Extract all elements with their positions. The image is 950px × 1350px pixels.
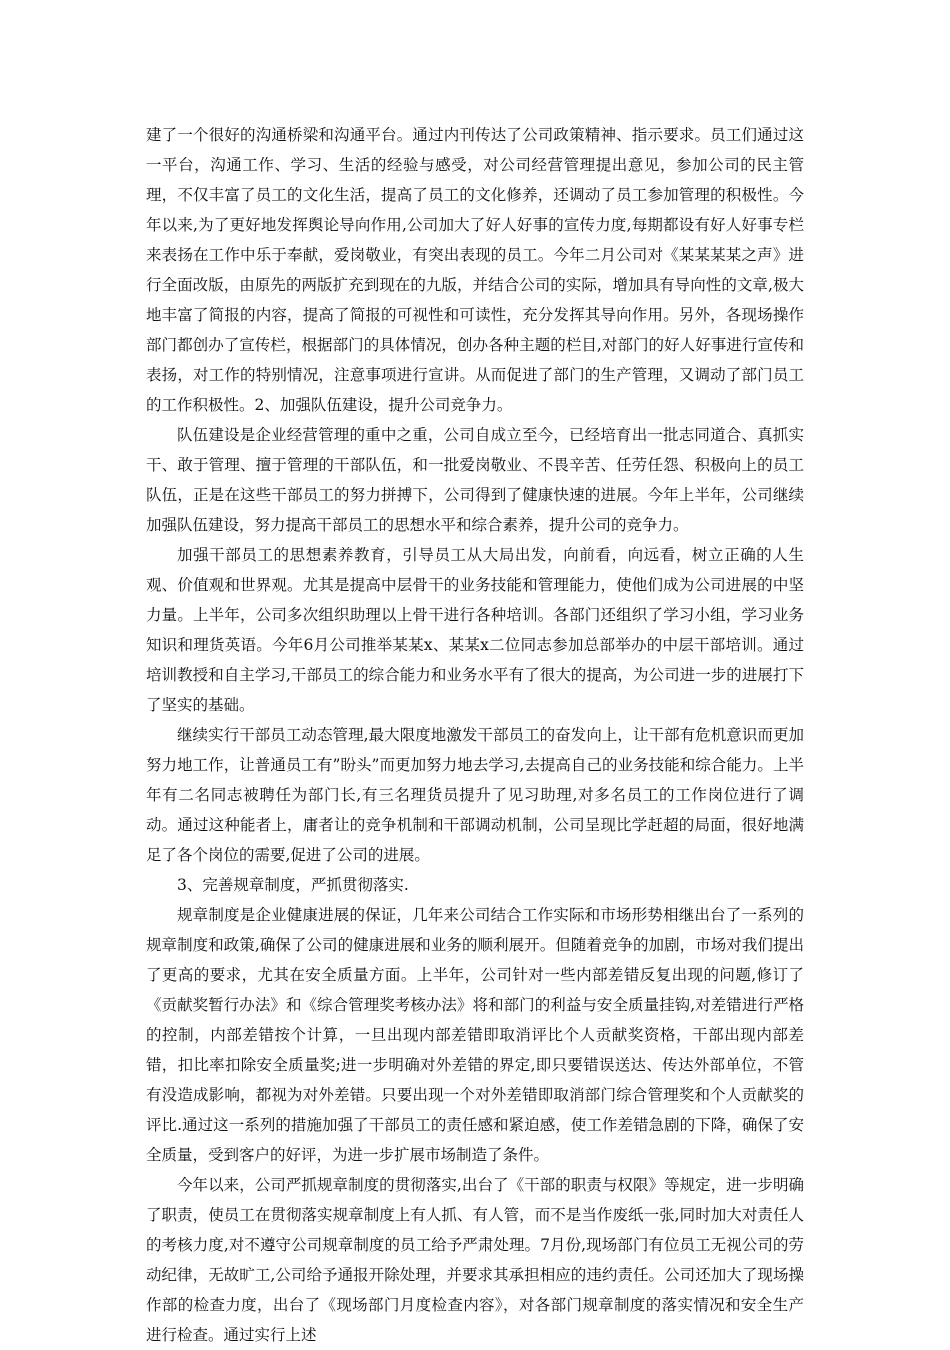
- body-paragraph: 继续实行干部员工动态管理,最大限度地激发干部员工的奋发向上，让干部有危机意识而更加努力地工作，让普通员工有”盼头”而更加努力地去学习,去提高自己的业务技能和综合能力。上半年有二名同志被聘任为部门长,有三名理货员提升了见习助理,对多名员工的工作岗位进行了调动。通过这种能者上，庸者让的竞争机制和干部调动机制，公司呈现比学赶超的局面，很好地满足了各个岗位的需要,促进了公司的进展。: [146, 726, 804, 864]
- body-paragraph: 队伍建设是企业经营管理的重中之重，公司自成立至今，已经培育出一批志同道合、真抓实干、敢于管理、擅于管理的干部队伍，和一批爱岗敬业、不畏辛苦、任劳任怨、积极向上的员工队伍，正是在这些干部员工的努力拼搏下，公司得到了健康快速的进展。今年上半年，公司继续加强队伍建设，努力提高干部员工的思想水平和综合素养，提升公司的竞争力。: [146, 426, 804, 534]
- body-paragraph: 规章制度是企业健康进展的保证，几年来公司结合工作实际和市场形势相继出台了一系列的规章制度和政策,确保了公司的健康进展和业务的顺利展开。但随着竞争的加剧，市场对我们提出了更高的要求，尤其在安全质量方面。上半年，公司针对一些内部差错反复出现的问题,修订了《贡献奖暂行办法》和《综合管理奖考核办法》将和部门的利益与安全质量挂钩,对差错进行严格的控制，内部差错按个计算，一旦出现内部差错即取消评比个人贡献奖资格，干部出现内部差错，扣比率扣除安全质量奖;进一步明确对外差错的界定,即只要错误送达、传达外部单位，不管有没造成影响，都视为对外差错。只要出现一个对外差错即取消部门综合管理奖和个人贡献奖的评比.通过这一系列的措施加强了干部员工的责任感和紧迫感，使工作差错急剧的下降，确保了安全质量，受到客户的好评，为进一步扩展市场制造了条件。: [146, 906, 804, 1164]
- section-heading: 3、完善规章制度，严抓贯彻落实.: [177, 876, 409, 894]
- document-body: [146, 120, 804, 1350]
- body-paragraph: 今年以来，公司严抓规章制度的贯彻落实,出台了《干部的职责与权限》等规定，进一步明确了职责，使员工在贯彻落实规章制度上有人抓、有人管，而不是当作废纸一张,同时加大对责任人的考核力度,对不遵守公司规章制度的员工给予严肃处理。7月份,现场部门有位员工无视公司的劳动纪律，无故旷工,公司给予通报开除处理，并要求其承担相应的违约责任。公司还加大了现场操作部的检查力度，出台了《现场部门月度检查内容》，对各部门规章制度的落实情况和安全生产进行检查。通过实行上述: [146, 1176, 804, 1344]
- body-paragraph: 建了一个很好的沟通桥梁和沟通平台。通过内刊传达了公司政策精神、指示要求。员工们通过这一平台，沟通工作、学习、生活的经验与感受，对公司经营管理提出意见，参加公司的民主管理，不仅丰富了员工的文化生活，提高了员工的文化修养，还调动了员工参加管理的积极性。今年以来,为了更好地发挥舆论导向作用,公司加大了好人好事的宣传力度,每期都设有好人好事专栏来表扬在工作中乐于奉献，爱岗敬业，有突出表现的员工。今年二月公司对《某某某某之声》进行全面改版，由原先的两版扩充到现在的九版，并结合公司的实际，增加具有导向性的文章,极大地丰富了简报的内容，提高了简报的可视性和可读性，充分发挥其导向作用。另外，各现场操作部门都创办了宣传栏，根据部门的具体情况，创办各种主题的栏目,对部门的好人好事进行宣传和表扬，对工作的特别情况，注意事项进行宣讲。从而促进了部门的生产管理，又调动了部门员工的工作积极性。2、加强队伍建设，提升公司竞争力。: [146, 126, 804, 414]
- body-paragraph: 加强干部员工的思想素养教育，引导员工从大局出发，向前看，向远看，树立正确的人生观、价值观和世界观。尤其是提高中层骨干的业务技能和管理能力，使他们成为公司进展的中坚力量。上半年，公司多次组织助理以上骨干进行各种培训。各部门还组织了学习小组，学习业务知识和理货英语。今年6月公司推举某某x、某某x二位同志参加总部举办的中层干部培训。通过培训教授和自主学习,干部员工的综合能力和业务水平有了很大的提高，为公司进一步的进展打下了坚实的基础。: [146, 546, 804, 714]
